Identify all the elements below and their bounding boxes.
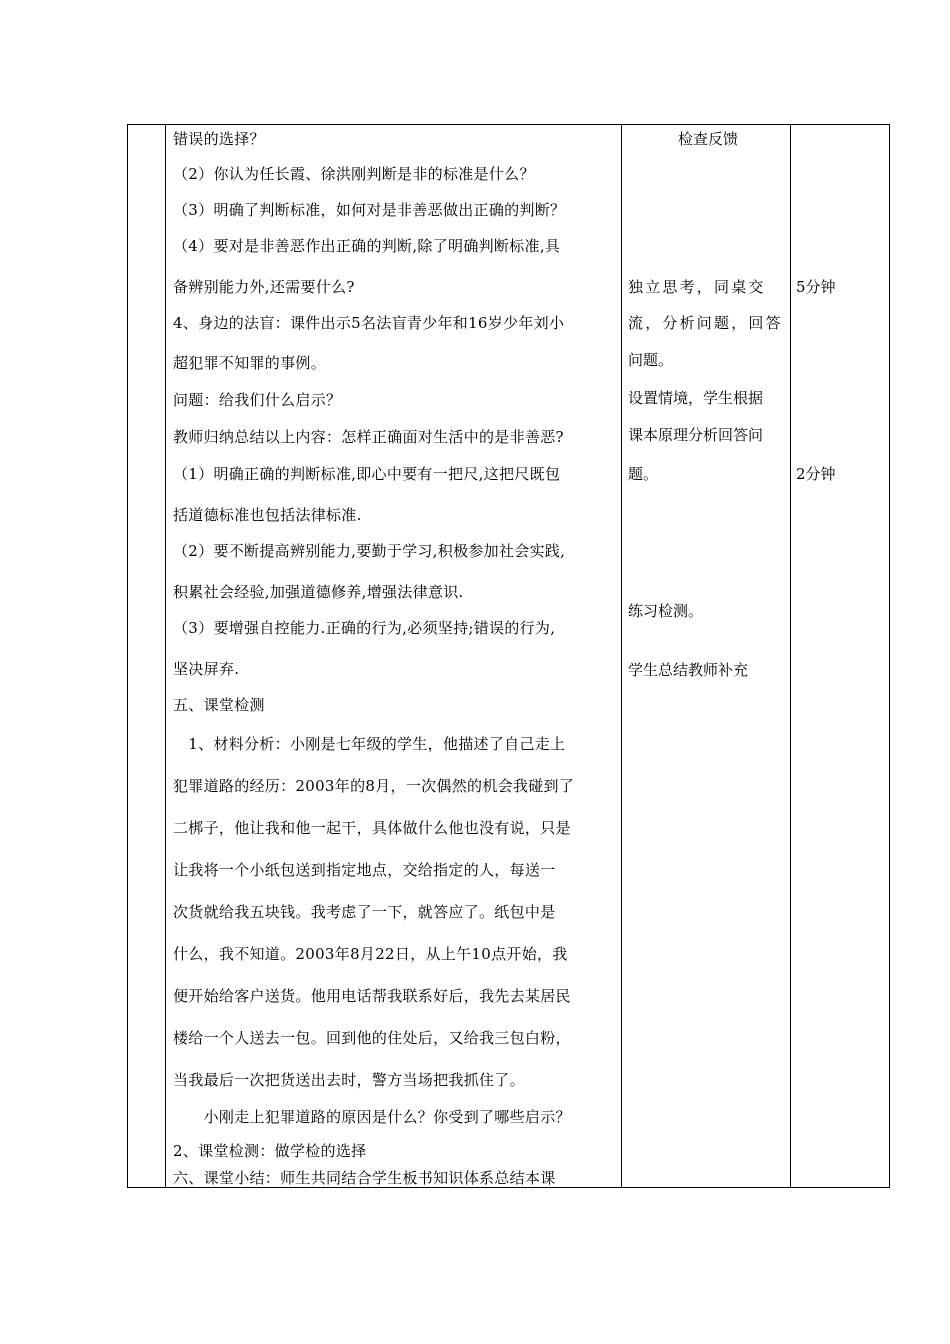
content-line: 便开始给客户送货。他用电话帮我联系好后，我先去某居民 [173, 987, 571, 1005]
content-line: （3）明确了判断标准，如何对是非善恶做出正确的判断？ [173, 201, 566, 219]
time-value: 2分钟 [796, 465, 836, 483]
content-line: （4）要对是非善恶作出正确的判断,除了明确判断标准,具 [173, 237, 561, 255]
content-line: 小刚走上犯罪道路的原因是什么？你受到了哪些启示？ [173, 1108, 571, 1126]
activity-line: 设置情境，学生根据 [628, 389, 764, 407]
content-line: 2、课堂检测：做学检的选择 [173, 1142, 367, 1160]
section-heading: 六、课堂小结：师生共同结合学生板书知识体系总结本课 [173, 1169, 556, 1187]
content-line: 坚决屏弃. [173, 660, 240, 678]
content-line: 括道德标准也包括法律标准. [173, 506, 362, 524]
activity-line: 流，分析问题，回答 [628, 314, 783, 332]
activity-line: 问题。 [628, 351, 674, 369]
content-line: 当我最后一次把货送出去时，警方当场把我抓住了。 [173, 1071, 525, 1089]
time-value: 5分钟 [796, 278, 836, 296]
section-heading: 五、课堂检测 [173, 696, 265, 714]
content-line: （2）你认为任长霞、徐洪刚判断是非的标准是什么？ [173, 165, 535, 183]
column-divider [621, 125, 622, 1187]
activity-line: 课本原理分析回答问 [628, 426, 764, 444]
content-line: 超犯罪不知罪的事例。 [173, 354, 327, 372]
content-line: 什么，我不知道。2003年8月22日，从上午10点开始，我 [173, 945, 568, 963]
activity-line: 题。 [628, 465, 659, 483]
content-line: 问题：给我们什么启示？ [173, 391, 342, 409]
content-line: 积累社会经验,加强道德修养,增强法律意识. [173, 583, 464, 601]
content-line: 1、材料分析：小刚是七年级的学生，他描述了自己走上 [173, 735, 566, 753]
content-line: 教师归纳总结以上内容：怎样正确面对生活中的是非善恶? [173, 428, 564, 446]
activity-line: 练习检测。 [628, 602, 704, 620]
lesson-table [127, 124, 890, 1188]
content-line: 4、身边的法盲：课件出示5名法盲青少年和16岁少年刘小 [173, 314, 565, 332]
activity-header: 检查反馈 [677, 130, 738, 148]
content-line: 二梆子，他让我和他一起干，具体做什么他也没有说，只是 [173, 819, 571, 837]
column-divider [790, 125, 791, 1187]
column-divider [165, 125, 166, 1187]
activity-line: 学生总结教师补充 [628, 661, 749, 679]
content-line: 让我将一个小纸包送到指定地点，交给指定的人，每送一 [173, 861, 556, 879]
content-line: 犯罪道路的经历：2003年的8月，一次偶然的机会我碰到了 [173, 777, 575, 795]
content-line: 楼给一个人送去一包。回到他的住处后，又给我三包白粉， [173, 1029, 571, 1047]
activity-line: 独立思考，同桌交 [628, 278, 766, 296]
content-line: 备辨别能力外,还需要什么? [173, 278, 355, 296]
content-line: 次货就给我五块钱。我考虑了一下，就答应了。纸包中是 [173, 903, 556, 921]
content-line: （2）要不断提高辨别能力,要勤于学习,积极参加社会实践, [173, 542, 566, 560]
content-line: （1）明确正确的判断标准,即心中要有一把尺,这把尺既包 [173, 465, 561, 483]
content-line: （3）要增强自控能力.正确的行为,必须坚持;错误的行为, [173, 619, 556, 637]
content-line: 错误的选择？ [173, 130, 265, 148]
